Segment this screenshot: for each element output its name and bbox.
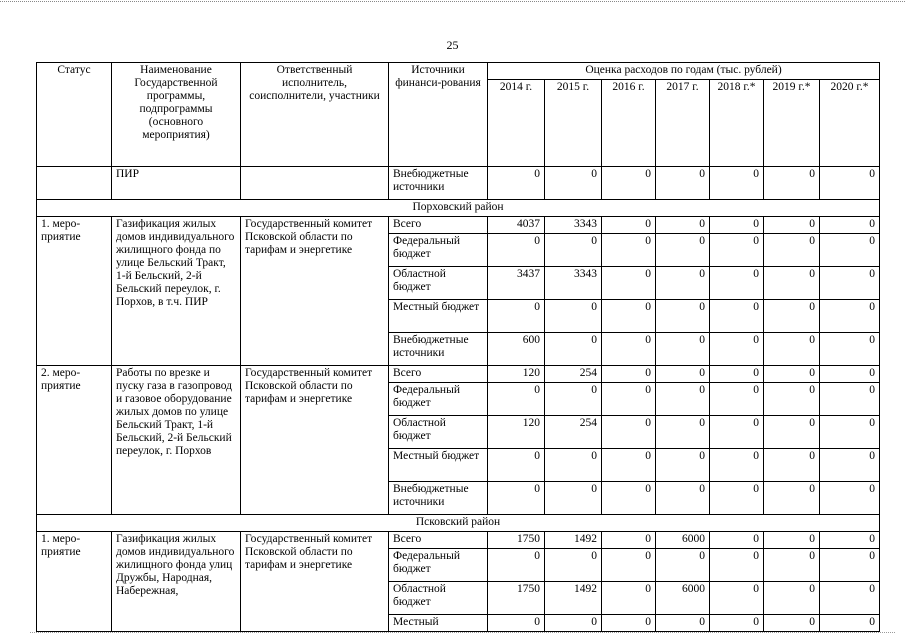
executor-cell: Государственный комитет Псковской области по тарифам и энергетике <box>241 217 389 366</box>
value-cell: 0 <box>545 167 602 200</box>
value-cell: 0 <box>820 549 880 582</box>
value-cell: 0 <box>656 217 710 234</box>
executor-cell: Государственный комитет Псковской области по тарифам и энергетике <box>241 366 389 515</box>
table-body <box>37 167 880 632</box>
value-cell: 0 <box>488 167 545 200</box>
value-cell: 254 <box>545 366 602 383</box>
header-year: 2020 г.* <box>820 80 880 167</box>
value-cell: 0 <box>820 532 880 549</box>
value-cell: 1750 <box>488 582 545 615</box>
value-cell: 0 <box>656 366 710 383</box>
value-cell: 0 <box>545 482 602 515</box>
status-cell: 2. меро-приятие <box>37 366 112 515</box>
value-cell: 0 <box>710 532 764 549</box>
value-cell: 0 <box>820 167 880 200</box>
source-cell: Всего <box>389 532 488 549</box>
source-cell: Федеральный бюджет <box>389 234 488 267</box>
value-cell: 0 <box>820 582 880 615</box>
value-cell: 0 <box>820 615 880 632</box>
value-cell: 0 <box>602 300 656 333</box>
scan-edge-bottom <box>30 632 895 633</box>
value-cell: 1492 <box>545 532 602 549</box>
value-cell: 0 <box>545 549 602 582</box>
header-row <box>37 63 880 80</box>
value-cell: 0 <box>602 615 656 632</box>
executor-cell <box>241 167 389 200</box>
value-cell: 0 <box>710 300 764 333</box>
value-cell: 0 <box>710 217 764 234</box>
value-cell: 0 <box>820 383 880 416</box>
value-cell: 0 <box>764 366 820 383</box>
value-cell: 4037 <box>488 217 545 234</box>
value-cell: 6000 <box>656 582 710 615</box>
value-cell: 0 <box>764 416 820 449</box>
source-cell: Внебюджетные источники <box>389 167 488 200</box>
value-cell: 0 <box>656 333 710 366</box>
header-year: 2017 г. <box>656 80 710 167</box>
value-cell: 0 <box>820 217 880 234</box>
value-cell: 600 <box>488 333 545 366</box>
funding-row <box>37 532 880 549</box>
value-cell: 0 <box>656 482 710 515</box>
value-cell: 0 <box>488 300 545 333</box>
value-cell: 0 <box>710 366 764 383</box>
source-cell: Федеральный бюджет <box>389 383 488 416</box>
source-cell: Областной бюджет <box>389 582 488 615</box>
budget-table <box>36 62 880 632</box>
value-cell: 1750 <box>488 532 545 549</box>
value-cell: 3437 <box>488 267 545 300</box>
section-title: Порховский район <box>37 200 880 217</box>
value-cell: 0 <box>602 532 656 549</box>
value-cell: 0 <box>710 267 764 300</box>
source-cell: Всего <box>389 366 488 383</box>
section-row <box>37 515 880 532</box>
value-cell: 120 <box>488 366 545 383</box>
value-cell: 0 <box>545 300 602 333</box>
value-cell: 1492 <box>545 582 602 615</box>
header-year: 2014 г. <box>488 80 545 167</box>
executor-cell: Государственный комитет Псковской области по тарифам и энергетике <box>241 532 389 632</box>
value-cell: 0 <box>488 383 545 416</box>
header-sources: Источники финанси-рования <box>389 63 488 167</box>
value-cell: 0 <box>710 383 764 416</box>
source-cell: Местный <box>389 615 488 632</box>
value-cell: 0 <box>656 234 710 267</box>
value-cell: 0 <box>764 267 820 300</box>
value-cell: 0 <box>710 615 764 632</box>
header-program: Наименование Государственной программы, подпрограммы (основного мероприятия) <box>112 63 241 167</box>
funding-row <box>37 366 880 383</box>
value-cell: 0 <box>602 333 656 366</box>
value-cell: 0 <box>710 167 764 200</box>
value-cell: 0 <box>764 615 820 632</box>
value-cell: 0 <box>656 449 710 482</box>
value-cell: 0 <box>545 449 602 482</box>
value-cell: 254 <box>545 416 602 449</box>
program-cell: ПИР <box>112 167 241 200</box>
header-year: 2016 г. <box>602 80 656 167</box>
value-cell: 0 <box>602 549 656 582</box>
status-cell: 1. меро-приятие <box>37 217 112 366</box>
value-cell: 0 <box>602 234 656 267</box>
source-cell: Местный бюджет <box>389 300 488 333</box>
value-cell: 0 <box>488 615 545 632</box>
value-cell: 0 <box>488 449 545 482</box>
value-cell: 0 <box>488 234 545 267</box>
value-cell: 0 <box>764 234 820 267</box>
header-year: 2015 г. <box>545 80 602 167</box>
value-cell: 0 <box>488 482 545 515</box>
value-cell: 0 <box>710 234 764 267</box>
value-cell: 0 <box>710 449 764 482</box>
source-cell: Внебюджетные источники <box>389 482 488 515</box>
value-cell: 0 <box>545 333 602 366</box>
header-executor: Ответственный исполнитель, соисполнители, участники <box>241 63 389 167</box>
program-cell: Газификация жилых домов индивидуального жилищного фонда по улице Бельский Тракт, 1-й Бельский, 2-й Бельский переулок, г. Порхов, в т.ч. ПИР <box>112 217 241 366</box>
value-cell: 120 <box>488 416 545 449</box>
value-cell: 0 <box>656 615 710 632</box>
value-cell: 0 <box>820 416 880 449</box>
value-cell: 0 <box>656 383 710 416</box>
header-year: 2018 г.* <box>710 80 764 167</box>
value-cell: 0 <box>710 482 764 515</box>
value-cell: 0 <box>820 366 880 383</box>
value-cell: 0 <box>710 416 764 449</box>
value-cell: 0 <box>764 217 820 234</box>
header-year: 2019 г.* <box>764 80 820 167</box>
value-cell: 0 <box>602 167 656 200</box>
value-cell: 0 <box>602 217 656 234</box>
value-cell: 0 <box>764 582 820 615</box>
value-cell: 0 <box>764 383 820 416</box>
value-cell: 0 <box>764 532 820 549</box>
value-cell: 0 <box>764 300 820 333</box>
value-cell: 0 <box>820 300 880 333</box>
source-cell: Областной бюджет <box>389 416 488 449</box>
value-cell: 3343 <box>545 217 602 234</box>
source-cell: Внебюджетные источники <box>389 333 488 366</box>
value-cell: 0 <box>602 383 656 416</box>
value-cell: 0 <box>820 482 880 515</box>
value-cell: 0 <box>602 449 656 482</box>
source-cell: Всего <box>389 217 488 234</box>
value-cell: 0 <box>656 267 710 300</box>
value-cell: 0 <box>764 167 820 200</box>
value-cell: 0 <box>764 549 820 582</box>
value-cell: 0 <box>820 333 880 366</box>
funding-row <box>37 217 880 234</box>
header-expenses: Оценка расходов по годам (тыс. рублей) <box>488 63 880 80</box>
value-cell: 0 <box>710 549 764 582</box>
source-cell: Областной бюджет <box>389 267 488 300</box>
source-cell: Местный бюджет <box>389 449 488 482</box>
value-cell: 0 <box>820 267 880 300</box>
page-number: 25 <box>446 38 459 52</box>
program-cell: Работы по врезке и пуску газа в газопровод и газовое оборудование жилых домов по улице Бельский Тракт, 1-й Бельский, 2-й Бельский переулок, г. Порхов <box>112 366 241 515</box>
value-cell: 0 <box>656 167 710 200</box>
section-row <box>37 200 880 217</box>
value-cell: 0 <box>545 383 602 416</box>
value-cell: 0 <box>710 582 764 615</box>
status-cell <box>37 167 112 200</box>
value-cell: 0 <box>602 416 656 449</box>
scan-edge-top <box>0 1 905 2</box>
value-cell: 6000 <box>656 532 710 549</box>
value-cell: 0 <box>656 416 710 449</box>
value-cell: 0 <box>488 549 545 582</box>
value-cell: 0 <box>602 267 656 300</box>
value-cell: 0 <box>602 366 656 383</box>
status-cell: 1. меро-приятие <box>37 532 112 632</box>
value-cell: 0 <box>820 234 880 267</box>
value-cell: 0 <box>764 482 820 515</box>
value-cell: 0 <box>545 615 602 632</box>
value-cell: 0 <box>545 234 602 267</box>
value-cell: 0 <box>710 333 764 366</box>
value-cell: 3343 <box>545 267 602 300</box>
value-cell: 0 <box>820 449 880 482</box>
value-cell: 0 <box>602 582 656 615</box>
header-status: Статус <box>37 63 112 167</box>
value-cell: 0 <box>656 300 710 333</box>
program-cell: Газификация жилых домов индивидуального жилищного фонда улиц Дружбы, Народная, Набережная, <box>112 532 241 632</box>
value-cell: 0 <box>656 549 710 582</box>
value-cell: 0 <box>764 333 820 366</box>
carry-row <box>37 167 880 200</box>
value-cell: 0 <box>602 482 656 515</box>
source-cell: Федеральный бюджет <box>389 549 488 582</box>
section-title: Псковский район <box>37 515 880 532</box>
value-cell: 0 <box>764 449 820 482</box>
